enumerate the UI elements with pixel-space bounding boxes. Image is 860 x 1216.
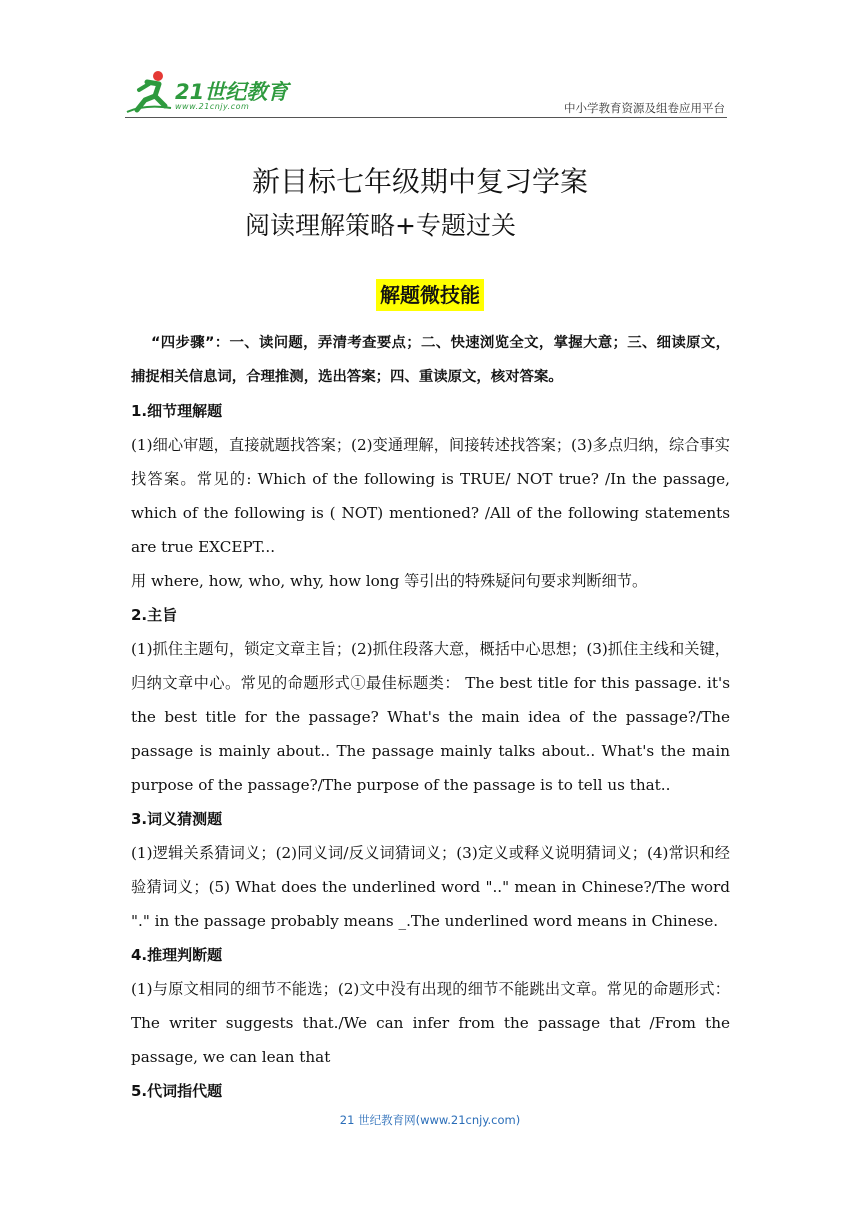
- page-footer[interactable]: 21 世纪教育网(www.21cnjy.com): [339, 1113, 521, 1127]
- header-divider: [125, 117, 727, 118]
- paragraph: 用 where, how, who, why, how long 等引出的特殊疑问句要求判断细节。: [131, 572, 648, 590]
- logo-text: 21世纪教育: [175, 80, 289, 104]
- paragraph: (1)逻辑关系猜词义；(2)同义词/反义词猜词义；(3)定义或释义说明猜词义；(4)常识和经验猜词义；(5) What does the underlined word ".." mean in Chinese?/The word "." in the passage probably means _.The underlined word means in Chinese.: [131, 844, 730, 930]
- document-title: 新目标七年级期中复习学案: [251, 165, 588, 198]
- logo-url: www.21cnjy.com: [175, 102, 250, 111]
- section-title: 5.代词指代题: [131, 1082, 223, 1100]
- runner-logo-icon: [125, 68, 175, 114]
- section-title: 4.推理判断题: [131, 946, 223, 964]
- page-header: [125, 68, 727, 118]
- section-title: 2.主旨: [131, 606, 178, 624]
- document-subtitle: 阅读理解策略+专题过关: [245, 211, 516, 240]
- document-body: [131, 326, 730, 1108]
- paragraph: (1)细心审题，直接就题找答案；(2)变通理解，间接转述找答案；(3)多点归纳，综合事实找答案。常见的: Which of the following is TRUE/ NOT true? /In the passage, which of the following is ( NOT) mentioned? /All of the following statements are true EXCEPT...: [131, 436, 730, 556]
- section-heading-text: 解题微技能: [376, 279, 484, 311]
- platform-tagline: 中小学教育资源及组卷应用平台: [564, 101, 725, 115]
- section-title: 3.词义猜测题: [131, 810, 223, 828]
- section-title: 1.细节理解题: [131, 402, 223, 420]
- four-steps-paragraph: “四步骤”：一、读问题，弄清考查要点；二、快速浏览全文，掌握大意；三、细读原文，捕捉相关信息词，合理推测，选出答案；四、重读原文，核对答案。: [131, 335, 730, 385]
- section-heading: [0, 279, 860, 308]
- logo: [125, 68, 325, 116]
- paragraph: (1)与原文相同的细节不能选；(2)文中没有出现的细节不能跳出文章。常见的命题形式： The writer suggests that./We can infer from the passage that /From the passage, we can lean that: [131, 980, 730, 1066]
- paragraph: (1)抓住主题句，锁定文章主旨；(2)抓住段落大意，概括中心思想；(3)抓住主线和关键，归纳文章中心。常见的命题形式①最佳标题类： The best title for this passage. it's the best title for the passage? What's the main idea of the passage?/The passage is mainly about.. The passage mainly talks about.. What's the main purpose of the passage?/The purpose of the passage is to tell us that..: [131, 640, 730, 794]
